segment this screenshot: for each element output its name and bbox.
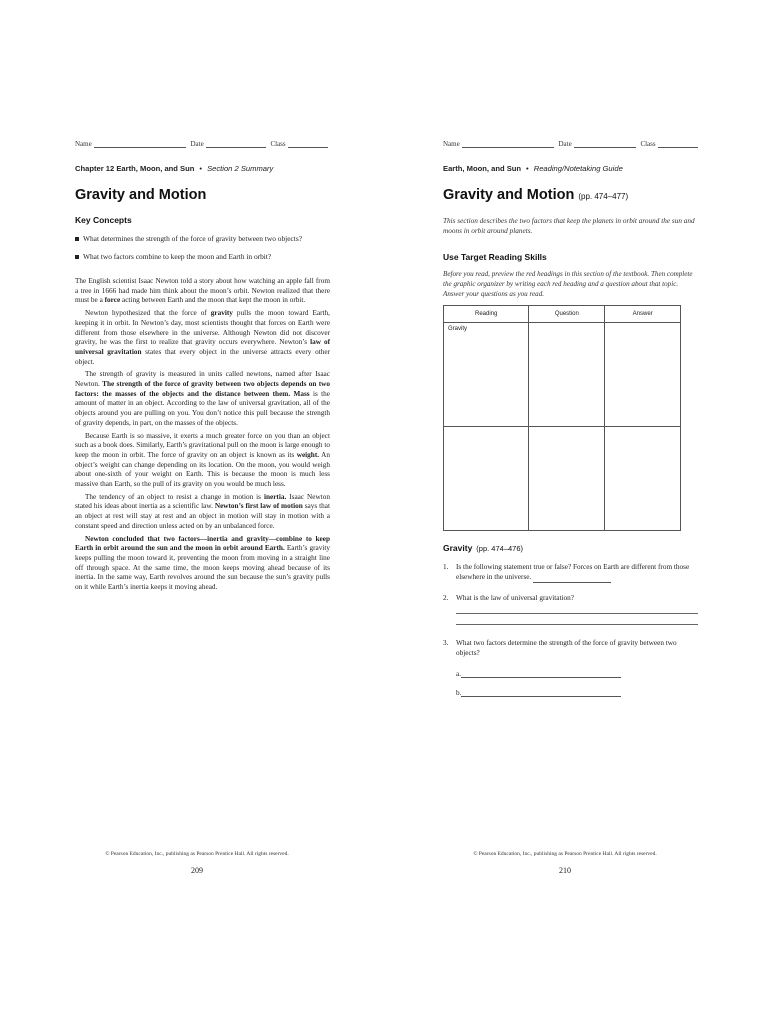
chapter-line (443, 164, 698, 173)
table-cell-question[interactable] (529, 323, 605, 427)
date-label: Date (558, 140, 572, 148)
paragraph: Because Earth is so massive, it exerts a much greater force on you than an object such as a book does. Similarly, Earth’s gravitational pull on the moon is large enough to keep the moon in orbit. The force of gravity on an object is known as its weight. An object’s weight can change depending on its location. On the moon, you would weigh about one-sixth of your weight on Earth. This is because the moon is much less massive than Earth, so the pull of its gravity on you would be much less. (75, 431, 330, 489)
paragraph: The English scientist Isaac Newton told a story about how watching an apple fall from a tree in 1666 had made him think about the moon’s orbit. Newton realized that there must be a force acting between Earth and the moon that kept the moon in orbit. (75, 277, 330, 305)
name-label: Name (75, 140, 92, 148)
page-number: 210 (559, 866, 571, 875)
table-cell-reading[interactable] (444, 427, 529, 531)
gravity-section-heading: Gravity (pp. 474–476) (443, 543, 523, 554)
question-item: 3. What two factors determine the strength of the force of gravity between two objects? (443, 639, 677, 657)
name-blank (94, 141, 186, 148)
section-page-range: (pp. 474–476) (476, 544, 523, 554)
paragraph: The strength of gravity is measured in units called newtons, named after Isaac Newton. The strength of the force of gravity between two objects depends on two factors: the masses of the objects and the distance between them. Mass is the amount of matter in an object. According to the law of universal gravitation, all of the objects around you are pulling on you. You don’t notice this pull because the strength of gravity depends, in part, on the masses of the objects. (75, 370, 331, 427)
right-page (443, 140, 698, 697)
table-cell-question[interactable] (529, 427, 605, 531)
separator-dot: • (199, 164, 203, 173)
page-range: (pp. 474–477) (578, 192, 629, 201)
table-cell-answer[interactable] (605, 323, 681, 427)
column-header-answer: Answer (605, 306, 681, 323)
paragraph: Newton concluded that two factors—inertia and gravity—combine to keep Earth in orbit around the sun and the moon in orbit around Earth. Earth’s gravity keeps pulling the moon toward it, preventing the moon from moving in a straight line off through space. At the same time, the moon keeps moving ahead because of its inertia. In the same way, Earth revolves around the sun because the sun’s gravity pulls on it while Earth’s inertia keeps it moving ahead. (75, 534, 330, 592)
paragraph: Newton hypothesized that the force of gravity pulls the moon toward Earth, keeping it in orbit. In Newton’s day, most scientists thought that forces on Earth were different from those elsewhere in the universe. Although Newton did not discover gravity, he was the first to realize that gravity occurs everywhere. Newton’s law of universal gravitation states that every object in the universe attracts every other object. (75, 309, 330, 366)
column-header-question: Question (529, 306, 605, 323)
summary-text (75, 277, 330, 593)
copyright-footer: © Pearson Education, Inc., publishing as Pearson Prentice Hall. All rights reserved. (105, 851, 289, 857)
section-label: Section 2 Summary (207, 164, 274, 173)
answer-blank[interactable] (533, 574, 611, 583)
bullet-square-icon (75, 237, 79, 241)
date-label: Date (190, 140, 204, 148)
sub-answer: b. (456, 688, 698, 697)
answer-blank[interactable] (461, 688, 621, 697)
left-page (75, 140, 330, 596)
question-item: 2. What is the law of universal gravitation? (443, 593, 574, 602)
answer-line[interactable] (456, 603, 698, 614)
column-header-reading: Reading (444, 306, 529, 323)
guide-label: Reading/Notetaking Guide (533, 164, 623, 173)
date-blank (206, 141, 266, 148)
page-title: Gravity and Motion (pp. 474–477) (443, 187, 629, 203)
paragraph: The tendency of an object to resist a change in motion is inertia. Isaac Newton stated his ideas about inertia as a scientific law. Newton’s first law of motion says that an object at rest will stay at rest and an object in motion will stay in motion with a constant speed and direction unless acted on by an unbalanced force. (75, 492, 331, 530)
separator-dot: • (526, 164, 529, 173)
class-blank (288, 141, 328, 148)
chapter-label: Earth, Moon, and Sun (443, 164, 522, 173)
skills-heading: Use Target Reading Skills (443, 252, 547, 263)
name-label: Name (443, 140, 460, 148)
date-field[interactable] (574, 141, 636, 148)
table-cell-reading[interactable]: Gravity (444, 323, 529, 427)
name-date-class-header (75, 140, 330, 150)
key-concepts-heading: Key Concepts (75, 215, 132, 225)
class-label: Class (270, 140, 286, 148)
answer-blank[interactable] (461, 669, 621, 678)
bullet-square-icon (75, 255, 79, 259)
question-text: Is the following statement true or false? Forces on Earth are different from those elsewhere in the universe. (456, 563, 690, 581)
chapter-label: Chapter 12 Earth, Moon, and Sun (75, 164, 195, 173)
class-field[interactable] (658, 141, 698, 148)
name-date-class-header (443, 140, 698, 150)
graphic-organizer-table (443, 305, 681, 531)
copyright-footer: © Pearson Education, Inc., publishing as Pearson Prentice Hall. All rights reserved. (473, 851, 657, 857)
chapter-line (75, 164, 330, 173)
key-concept-item: What two factors combine to keep the moon and Earth in orbit? (75, 252, 330, 261)
page-number: 209 (191, 866, 203, 875)
name-field[interactable] (462, 141, 554, 148)
key-concept-item: What determines the strength of the force of gravity between two objects? (75, 234, 330, 243)
question-text: What is the law of universal gravitation? (456, 593, 574, 602)
question-item: 1. Is the following statement true or false? Forces on Earth are different from those elsewhere in the universe. (443, 563, 690, 581)
class-label: Class (640, 140, 656, 148)
question-text: What two factors determine the strength of the force of gravity between two objects? (456, 639, 677, 657)
instructions: Before you read, preview the red headings in this section of the textbook. Then complete the graphic organizer by writing each red heading and a question about that topic. Answer your questions as you read. (443, 270, 693, 298)
section-intro: This section describes the two factors that keep the planets in orbit around the sun and moons in orbit around planets. (443, 217, 695, 235)
answer-line[interactable] (456, 614, 698, 625)
page-title: Gravity and Motion (75, 187, 207, 203)
table-cell-answer[interactable] (605, 427, 681, 531)
sub-answer: a. (456, 669, 698, 678)
